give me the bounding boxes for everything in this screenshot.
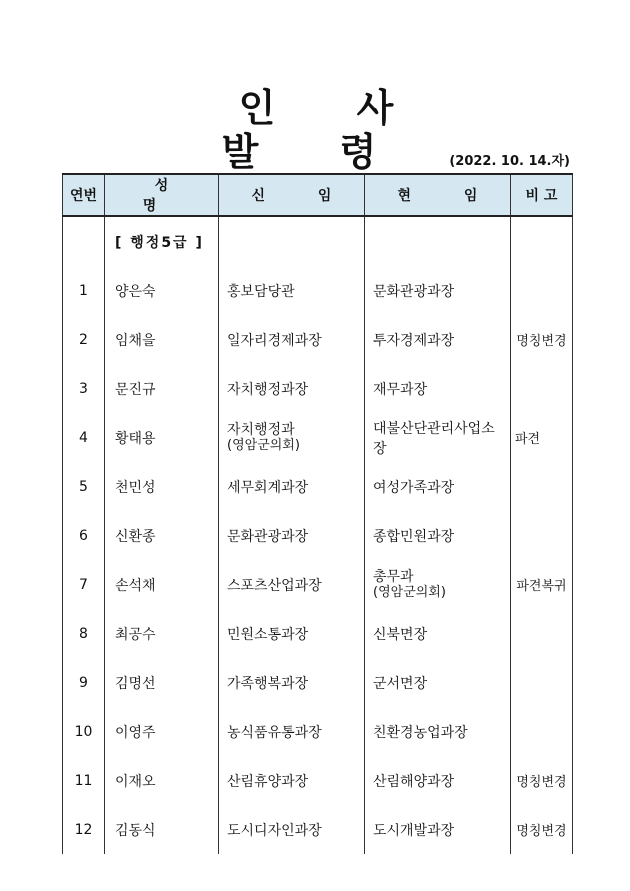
new-post bbox=[219, 413, 365, 462]
row-note bbox=[511, 364, 573, 413]
current-post bbox=[365, 315, 511, 364]
current-post bbox=[365, 413, 511, 462]
table-row bbox=[63, 756, 573, 805]
person-name: 임채을 bbox=[105, 315, 219, 364]
new-post bbox=[219, 609, 365, 658]
table-row bbox=[63, 560, 573, 609]
new-post-label: 자치행정과장 bbox=[227, 381, 309, 398]
current-post-label: 문화관광과장 bbox=[373, 283, 455, 300]
new-post-label: 홍보담당관 bbox=[227, 283, 295, 300]
new-post-label: 세무회계과장 bbox=[227, 479, 309, 496]
current-post-label: 재무과장 bbox=[373, 381, 428, 398]
grade-row bbox=[63, 216, 573, 266]
current-post-label: 총무과 bbox=[373, 568, 414, 585]
new-post-label: 문화관광과장 bbox=[227, 528, 309, 545]
row-note bbox=[511, 462, 573, 511]
new-post-label: 농식품유통과장 bbox=[227, 724, 322, 741]
grade-label: [ 행정5급 ] bbox=[105, 216, 219, 266]
new-post bbox=[219, 511, 365, 560]
table-row bbox=[63, 707, 573, 756]
current-post-label: 산림해양과장 bbox=[373, 773, 455, 790]
current-post bbox=[365, 756, 511, 805]
row-note bbox=[511, 609, 573, 658]
new-post-sub: (영암군의회) bbox=[227, 437, 300, 453]
new-post-label: 가족행복과장 bbox=[227, 675, 309, 692]
table-row bbox=[63, 364, 573, 413]
row-note: 파견복귀 bbox=[511, 560, 573, 609]
person-name: 이재오 bbox=[105, 756, 219, 805]
new-post-label: 스포츠산업과장 bbox=[227, 577, 322, 594]
header-note: 비 고 bbox=[511, 174, 573, 216]
current-post-label: 대불산단관리사업소장 bbox=[373, 420, 495, 457]
person-name: 황태용 bbox=[105, 413, 219, 462]
current-post-label: 도시개발과장 bbox=[373, 822, 455, 839]
person-name: 김동식 bbox=[105, 805, 219, 854]
person-name: 김명선 bbox=[105, 658, 219, 707]
page-title: 인 사 발 령 bbox=[170, 86, 462, 182]
new-post-label: 도시디자인과장 bbox=[227, 822, 322, 839]
row-number: 2 bbox=[63, 315, 105, 364]
current-post bbox=[365, 462, 511, 511]
current-post bbox=[365, 658, 511, 707]
person-name: 신환종 bbox=[105, 511, 219, 560]
current-post-label: 종합민원과장 bbox=[373, 528, 455, 545]
current-post bbox=[365, 266, 511, 315]
table-row bbox=[63, 658, 573, 707]
row-number: 7 bbox=[63, 560, 105, 609]
new-post bbox=[219, 805, 365, 854]
current-post bbox=[365, 511, 511, 560]
new-post bbox=[219, 756, 365, 805]
current-post-label: 군서면장 bbox=[373, 675, 428, 692]
row-number: 9 bbox=[63, 658, 105, 707]
row-number: 1 bbox=[63, 266, 105, 315]
row-note: 명칭변경 bbox=[511, 805, 573, 854]
new-post bbox=[219, 707, 365, 756]
table-row bbox=[63, 413, 573, 462]
person-name: 손석채 bbox=[105, 560, 219, 609]
table-row bbox=[63, 609, 573, 658]
person-name: 최공수 bbox=[105, 609, 219, 658]
new-post-label: 자치행정과 bbox=[227, 421, 295, 438]
row-number: 12 bbox=[63, 805, 105, 854]
current-post bbox=[365, 805, 511, 854]
new-post bbox=[219, 315, 365, 364]
current-post-label: 여성가족과장 bbox=[373, 479, 455, 496]
row-note: 명칭변경 bbox=[511, 756, 573, 805]
row-number: 4 bbox=[63, 413, 105, 462]
table-row bbox=[63, 266, 573, 315]
current-post bbox=[365, 560, 511, 609]
row-note: 파견 bbox=[511, 413, 573, 462]
row-note bbox=[511, 511, 573, 560]
current-post-label: 친환경농업과장 bbox=[373, 724, 468, 741]
row-note bbox=[511, 707, 573, 756]
current-post-label: 신북면장 bbox=[373, 626, 428, 643]
new-post-label: 민원소통과장 bbox=[227, 626, 309, 643]
row-number: 10 bbox=[63, 707, 105, 756]
personnel-table bbox=[62, 173, 573, 854]
person-name: 양은숙 bbox=[105, 266, 219, 315]
person-name: 이영주 bbox=[105, 707, 219, 756]
row-number: 5 bbox=[63, 462, 105, 511]
current-post-sub: (영암군의회) bbox=[373, 584, 446, 600]
new-post bbox=[219, 560, 365, 609]
row-number: 6 bbox=[63, 511, 105, 560]
row-number: 8 bbox=[63, 609, 105, 658]
new-post bbox=[219, 462, 365, 511]
header-new-post: 신 임 bbox=[219, 174, 365, 216]
row-number: 11 bbox=[63, 756, 105, 805]
current-post bbox=[365, 609, 511, 658]
table-header-row bbox=[63, 174, 573, 216]
row-note bbox=[511, 658, 573, 707]
table-row bbox=[63, 805, 573, 854]
row-number: 3 bbox=[63, 364, 105, 413]
new-post bbox=[219, 364, 365, 413]
row-note: 명칭변경 bbox=[511, 315, 573, 364]
person-name: 천민성 bbox=[105, 462, 219, 511]
header-name: 성 명 bbox=[105, 174, 219, 216]
current-post-label: 투자경제과장 bbox=[373, 332, 455, 349]
new-post-label: 산림휴양과장 bbox=[227, 773, 309, 790]
new-post bbox=[219, 658, 365, 707]
person-name: 문진규 bbox=[105, 364, 219, 413]
current-post bbox=[365, 364, 511, 413]
row-note bbox=[511, 266, 573, 315]
issue-date: (2022. 10. 14.자) bbox=[449, 154, 570, 169]
current-post bbox=[365, 707, 511, 756]
header-current-post: 현 임 bbox=[365, 174, 511, 216]
table-row bbox=[63, 315, 573, 364]
new-post-label: 일자리경제과장 bbox=[227, 332, 322, 349]
header-no: 연번 bbox=[63, 174, 105, 216]
table-row bbox=[63, 462, 573, 511]
table-row bbox=[63, 511, 573, 560]
new-post bbox=[219, 266, 365, 315]
